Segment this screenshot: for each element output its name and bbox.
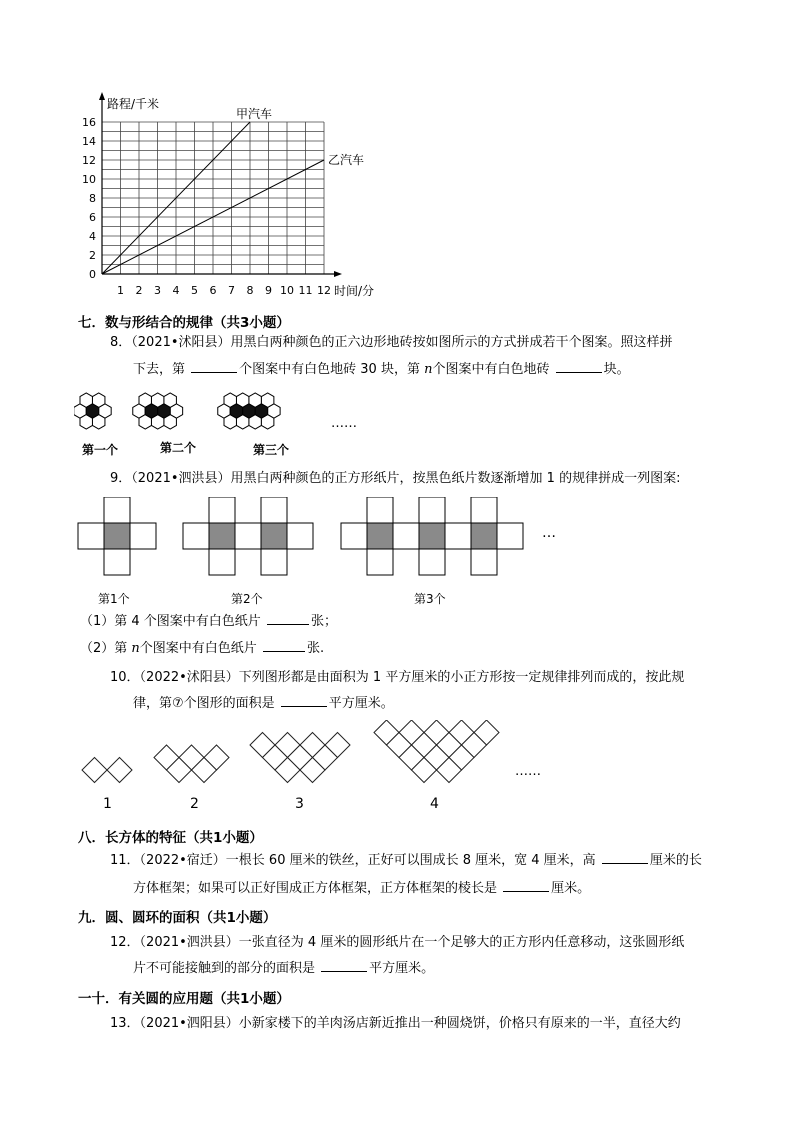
- cross-3-bottom-2: [471, 549, 497, 575]
- diamond-1-r0-0: [82, 758, 107, 783]
- y-axis-label: 路程/千米: [107, 97, 160, 111]
- hex-p2-black: [158, 404, 170, 418]
- chart-ticks: [82, 116, 331, 297]
- q8-text2c: 个图案中有白色地砖: [432, 362, 550, 377]
- cross-2-top-1: [261, 497, 287, 523]
- q11-text2b: 厘米。: [551, 881, 591, 896]
- cross-2-white-0: [183, 523, 209, 549]
- cross-2-white-4: [287, 523, 313, 549]
- q8-text2d: 块。: [603, 362, 630, 377]
- x-tick-4: 4: [172, 284, 180, 297]
- x-tick-12: 12: [317, 284, 331, 297]
- q9-blank-2[interactable]: [263, 639, 305, 652]
- x-axis-arrow: [334, 271, 342, 277]
- q12-blank[interactable]: [321, 959, 367, 972]
- q10-blank[interactable]: [281, 694, 327, 707]
- cross-3-top-0: [367, 497, 393, 523]
- cross-3-white-0: [341, 523, 367, 549]
- q9-blank-1[interactable]: [267, 612, 309, 625]
- q8-caption-1: 第一个: [82, 443, 119, 457]
- cross-3-white-4: [445, 523, 471, 549]
- q8-line2: [133, 360, 630, 380]
- q10-label-2: 2: [190, 796, 199, 812]
- cross-3-bottom-0: [367, 549, 393, 575]
- q8-blank-2[interactable]: [556, 360, 602, 373]
- q10-text2a: 律，第⑦个图形的面积是: [133, 696, 275, 711]
- chart-grid: [102, 122, 324, 274]
- q12-text2b: 平方厘米。: [369, 961, 435, 976]
- q8-text1: （2021•沭阳县）用黑白两种颜色的正六边形地砖按如图所示的方式拼成若干个图案。照这样拼: [131, 335, 673, 350]
- q9-sub2: [80, 639, 324, 659]
- q12-text2a: 片不可能接触到的部分的面积是: [133, 961, 316, 976]
- q11-line1: [110, 851, 702, 871]
- diamond-1-r0-1: [107, 758, 132, 783]
- y-tick-14: 14: [82, 135, 96, 148]
- cross-1-bottom-0: [104, 549, 130, 575]
- q8-blank-1[interactable]: [191, 360, 237, 373]
- y-tick-0: 0: [89, 268, 96, 281]
- x-tick-1: 1: [117, 284, 124, 297]
- x-tick-10: 10: [280, 284, 294, 297]
- q12-line1: [110, 933, 684, 953]
- y-tick-12: 12: [82, 154, 96, 167]
- q8-text2a: 下去，第: [133, 362, 186, 377]
- q13-number: 13．: [110, 1016, 140, 1031]
- q9-caption-2: 第2个: [231, 592, 263, 606]
- hex-p3-black: [243, 404, 255, 418]
- q10-text2b: 平方厘米。: [328, 696, 394, 711]
- distance-time-chart: [70, 88, 400, 302]
- cross-3-gray-1: [367, 523, 393, 549]
- q8-text2b: 个图案中有白色地砖 30 块，第: [239, 362, 420, 377]
- q8-dots: ……: [331, 416, 357, 431]
- q9-square-patterns: [76, 497, 576, 579]
- x-tick-5: 5: [191, 284, 198, 297]
- hex-p1-black: [86, 404, 98, 418]
- q9-var-n: n: [131, 641, 140, 656]
- series-label-2: 乙汽车: [328, 153, 365, 167]
- cross-2-bottom-0: [209, 549, 235, 575]
- q9-line1: [110, 469, 680, 489]
- q9-sub1-text: （1）第 4 个图案中有白色纸片: [80, 614, 261, 629]
- section-10-title: 一十．有关圆的应用题（共1小题）: [78, 991, 290, 1007]
- chart-series: [102, 107, 364, 274]
- y-tick-10: 10: [82, 173, 96, 186]
- q8-var-n: n: [424, 362, 433, 377]
- cross-2-white-2: [235, 523, 261, 549]
- q9-sub2-unit: 张.: [306, 641, 325, 656]
- cross-2-gray-1: [209, 523, 235, 549]
- cross-3-gray-3: [419, 523, 445, 549]
- hex-p3-black: [255, 404, 267, 418]
- q13-line1: [110, 1014, 681, 1034]
- q11-blank-1[interactable]: [602, 851, 648, 864]
- x-tick-2: 2: [135, 284, 143, 297]
- q9-dots: …: [542, 525, 556, 541]
- q9-number: 9．: [110, 471, 132, 486]
- q11-blank-2[interactable]: [503, 879, 549, 892]
- x-tick-9: 9: [265, 284, 272, 297]
- q13-text1: （2021•泗阳县）小新家楼下的羊肉汤店新近推出一种圆烧饼，价格只有原来的一半，直径大约: [139, 1016, 681, 1031]
- cross-1-top-0: [104, 497, 130, 523]
- cross-3-top-1: [419, 497, 445, 523]
- x-tick-11: 11: [298, 284, 313, 297]
- q9-caption-3: 第3个: [414, 592, 446, 606]
- q10-label-3: 3: [295, 796, 304, 812]
- cross-3-gray-5: [471, 523, 497, 549]
- q9-caption-1: 第1个: [98, 592, 130, 606]
- q9-text1: （2021•泗洪县）用黑白两种颜色的正方形纸片，按黑色纸片数逐渐增加 1 的规律拼成一列图案:: [131, 471, 681, 486]
- cross-2-bottom-1: [261, 549, 287, 575]
- cross-1-white-2: [130, 523, 156, 549]
- x-tick-7: 7: [228, 284, 235, 297]
- section-9-title: 九．圆、圆环的面积（共1小题）: [78, 910, 277, 926]
- q10-text1: （2022•沭阳县）下列图形都是由面积为 1 平方厘米的小正方形按一定规律排列而成的，按此规: [139, 670, 685, 685]
- y-axis-arrow: [99, 92, 105, 100]
- series-label-1: 甲汽车: [236, 107, 273, 121]
- cross-1-gray-1: [104, 523, 130, 549]
- hex-p3-black: [230, 404, 242, 418]
- cross-3-top-2: [471, 497, 497, 523]
- q8-number: 8．: [110, 335, 132, 350]
- cross-3-bottom-1: [419, 549, 445, 575]
- x-tick-3: 3: [154, 284, 161, 297]
- q10-dots: ……: [515, 764, 541, 779]
- q11-number: 11．: [110, 853, 140, 868]
- y-tick-2: 2: [89, 249, 96, 262]
- q12-text1: （2021•泗洪县）一张直径为 4 厘米的圆形纸片在一个足够大的正方形内任意移动，这张圆形纸: [139, 935, 685, 950]
- q10-line1: [110, 668, 684, 688]
- q11-text1b: 厘米的长: [649, 853, 702, 868]
- q9-sub2-text2: 个图案中有白色纸片: [139, 641, 257, 656]
- cross-3-white-6: [497, 523, 523, 549]
- section-8-title: 八．长方体的特征（共1小题）: [78, 830, 263, 846]
- cross-2-top-0: [209, 497, 235, 523]
- q11-line2: [133, 879, 590, 899]
- y-tick-6: 6: [89, 211, 96, 224]
- q10-line2: [133, 694, 394, 714]
- q11-text2a: 方体框架；如果可以正好围成正方体框架，正方体框架的棱长是: [133, 881, 498, 896]
- q12-line2: [133, 959, 434, 979]
- q9-sub1: [80, 612, 337, 632]
- q10-label-4: 4: [430, 796, 439, 812]
- x-tick-8: 8: [246, 284, 254, 297]
- q10-label-1: 1: [103, 796, 112, 812]
- x-tick-6: 6: [209, 284, 217, 297]
- q9-sub2-text: （2）第: [80, 641, 128, 656]
- cross-1-white-0: [78, 523, 104, 549]
- section-7-title: 七．数与形结合的规律（共3小题）: [78, 315, 290, 331]
- q8-line1: [110, 333, 673, 353]
- q10-number: 10．: [110, 670, 140, 685]
- y-tick-8: 8: [89, 192, 96, 205]
- q8-hexagon-patterns: [74, 385, 374, 435]
- q12-number: 12．: [110, 935, 140, 950]
- q9-sub1-unit: 张；: [310, 614, 337, 629]
- cross-3-white-2: [393, 523, 419, 549]
- x-axis-label: 时间/分: [334, 284, 375, 298]
- y-tick-16: 16: [82, 116, 96, 129]
- q10-diamond-patterns: [74, 720, 594, 820]
- y-tick-4: 4: [89, 230, 96, 243]
- q8-caption-3: 第三个: [253, 443, 290, 457]
- hex-p2-black: [145, 404, 157, 418]
- q11-text1a: （2022•宿迁）一根长 60 厘米的铁丝，正好可以围成长 8 厘米，宽 4 厘米，高: [139, 853, 596, 868]
- q8-caption-2: 第二个: [160, 441, 197, 455]
- cross-2-gray-3: [261, 523, 287, 549]
